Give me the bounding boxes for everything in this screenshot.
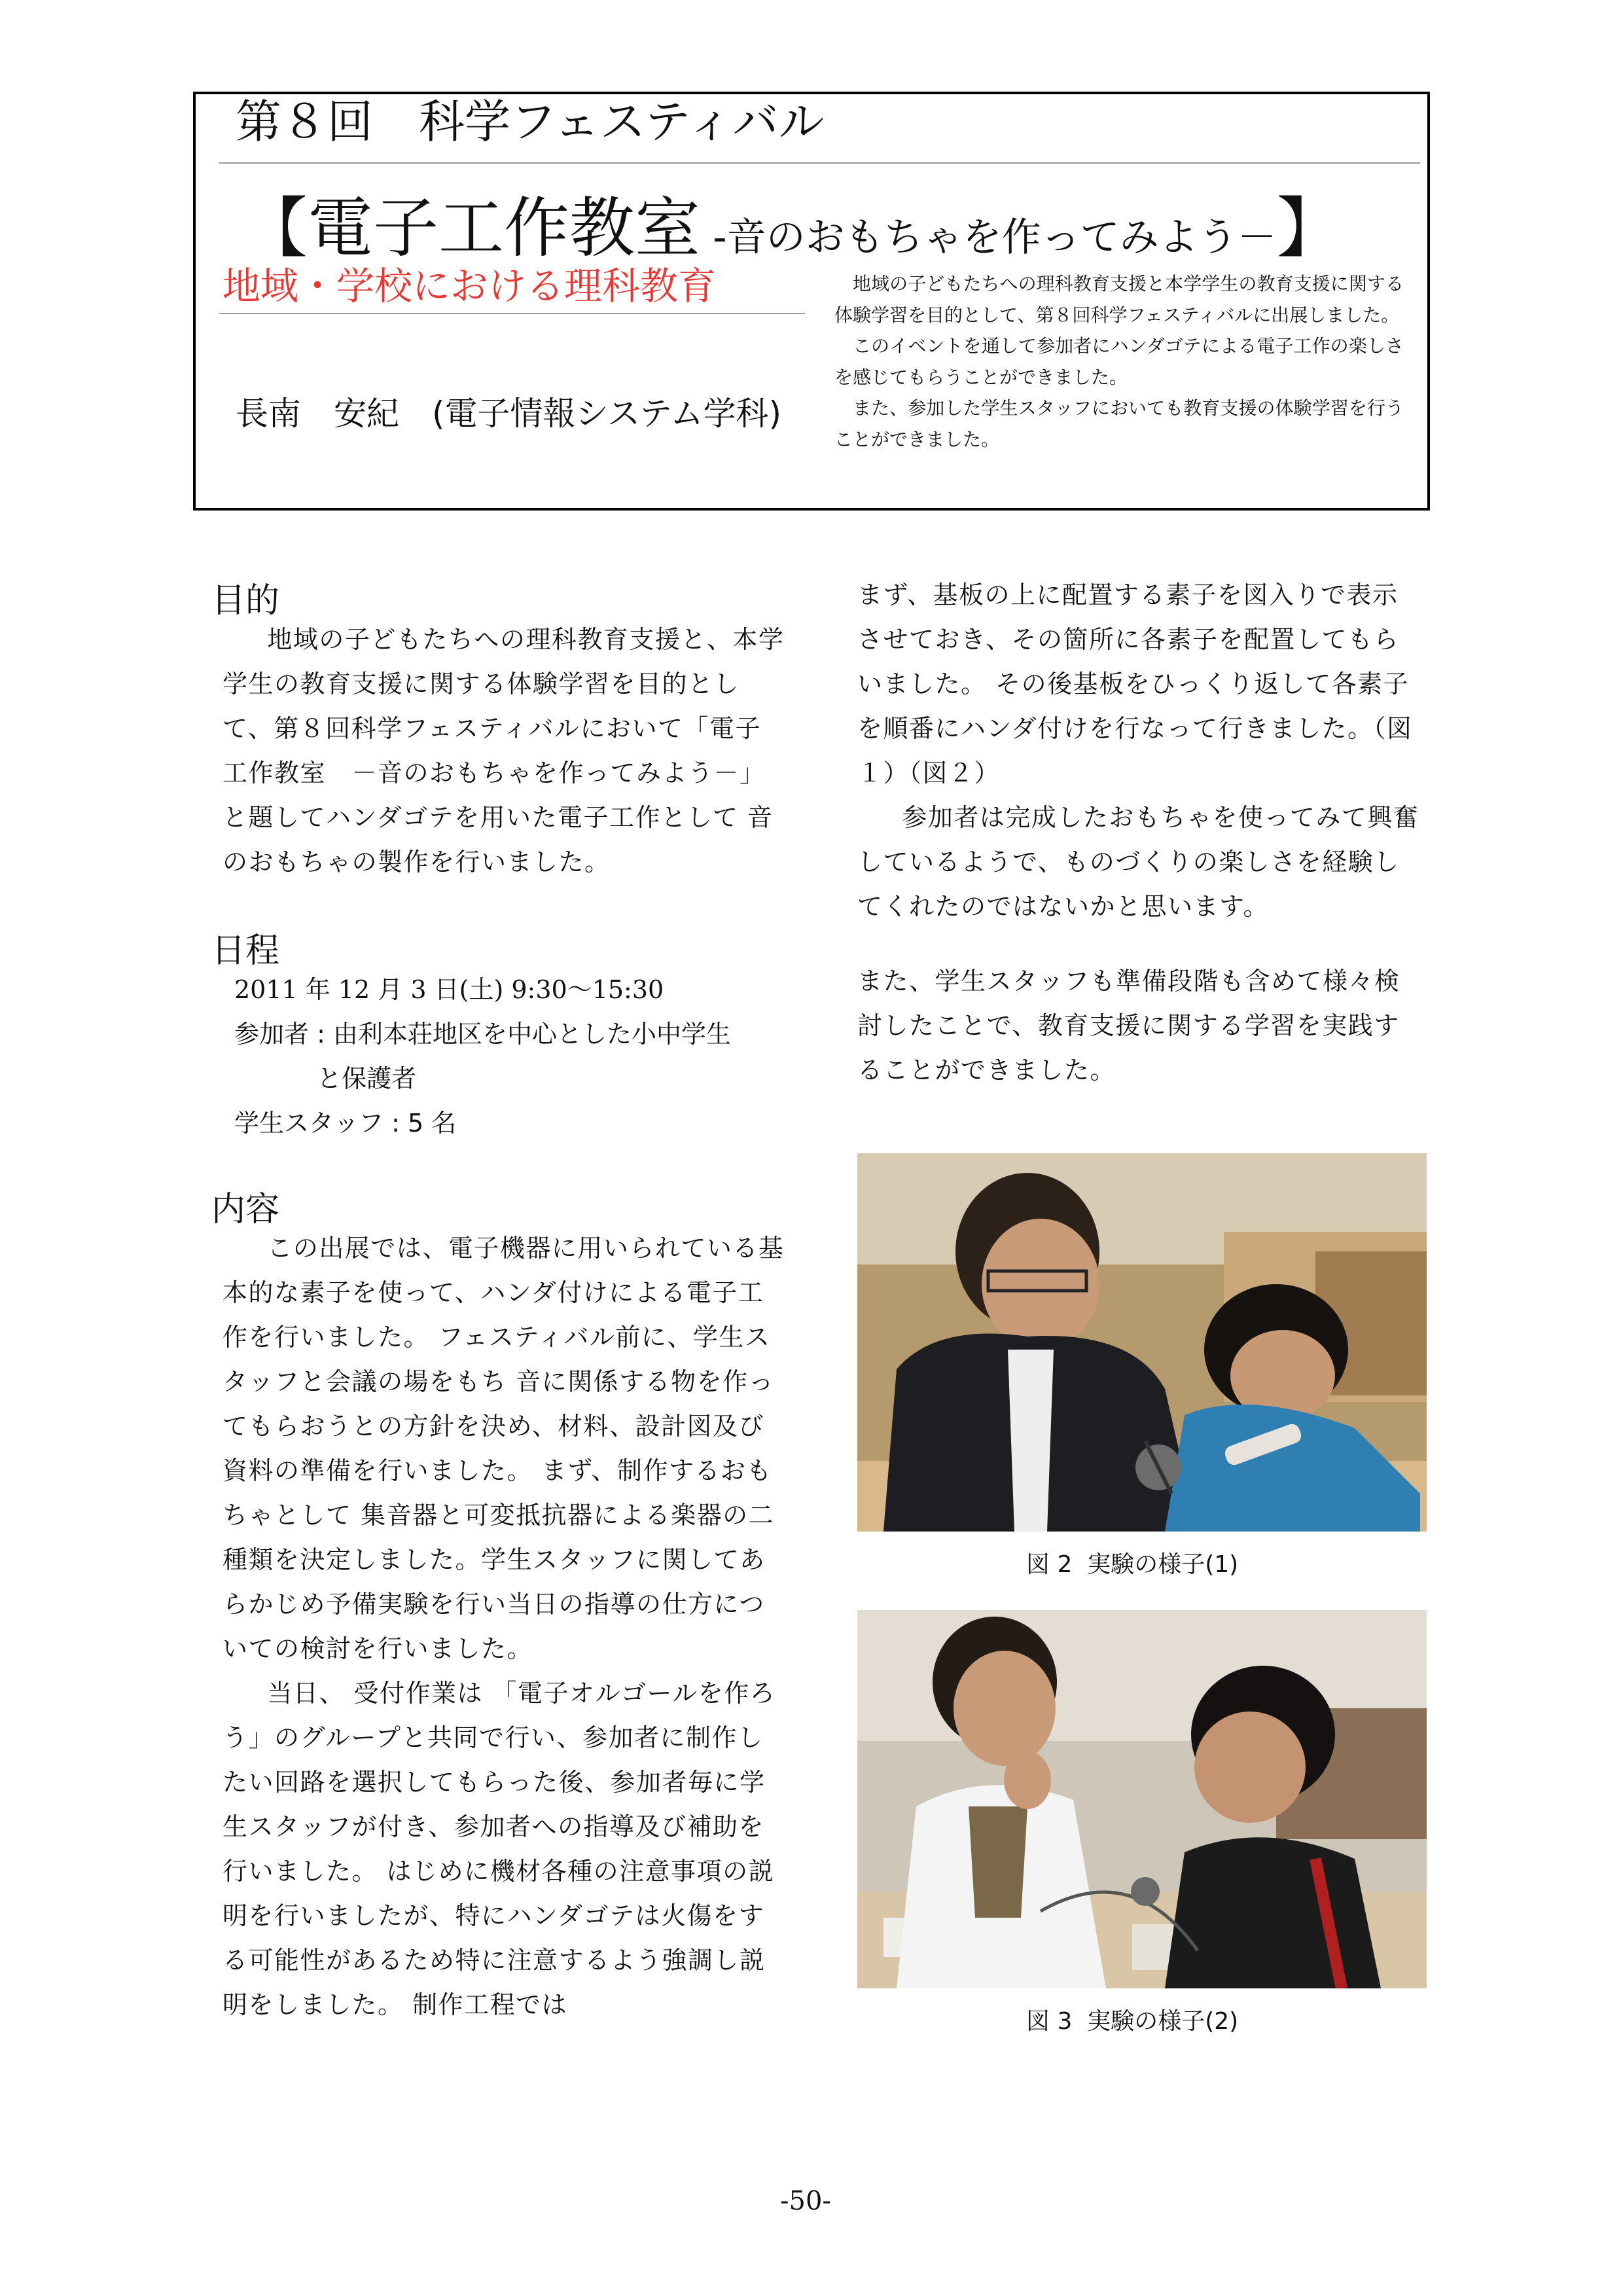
title-subtitle-text: -音のおもちゃを作ってみよう－ <box>700 215 1277 260</box>
content-paragraph: この出展では、電子機器に用いられている基本的な素子を使って、ハンダ付けによる電子工作を行いました。 フェスティバル前に、学生スタッフと会議の場をもち 音に関係する物を作ってもらおうとの方針を決め、材料、設計図及び資料の準備を行いました。 まず、制作するおもちゃとして 集音器と可変抵抗器による楽器の二種類を決定しました。学生スタッフに関してあらかじめ予備実験を行い当日の指導の仕方についての検討を行いました。 <box>223 1234 785 1663</box>
category-divider <box>219 313 805 314</box>
abstract-paragraph: 地域の子どもたちへの理科教育支援と本学学生の教育支援に関する体験学習を目的として、第８回科学フェスティバルに出展しました。 <box>834 273 1404 326</box>
figure-photo-1 <box>857 1153 1427 1532</box>
festival-title: 第８回 科学フェスティバル <box>236 95 825 149</box>
right-paragraph: まず、基板の上に配置する素子を図入りで表示させておき、その箇所に各素子を配置してもらいました。 その後基板をひっくり返して各素子を順番にハンダ付けを行なって行きました。（図１）（図２） <box>857 581 1413 787</box>
heading-schedule: 日程 <box>211 931 280 971</box>
heading-content: 内容 <box>211 1190 280 1229</box>
right-paragraph: 参加者は完成したおもちゃを使ってみて興奮しているようで、ものづくりの楽しさを経験してくれたのではないかと思います。 <box>857 803 1419 921</box>
right-column-body-2 <box>857 959 1420 1092</box>
abstract <box>834 268 1404 455</box>
page-number: -50- <box>780 2186 831 2216</box>
right-paragraph: また、学生スタッフも準備段階も含めて様々検討したことで、教育支援に関する学習を実践することができました。 <box>857 967 1400 1085</box>
figure-caption-1: 図 2 実験の様子(1) <box>1026 1551 1239 1578</box>
content-body <box>223 1226 785 2027</box>
schedule-staff: 学生スタッフ : 5 名 <box>234 1109 457 1138</box>
schedule-participants-cont: と保護者 <box>234 1064 417 1093</box>
content-paragraph: 当日、 受付作業は 「電子オルゴールを作ろう」のグループと共同で行い、参加者に制作したい回路を選択してもらった後、参加者毎に学生スタッフが付き、参加者への指導及び補助を行いました。 はじめに機材各種の注意事項の説明を行いましたが、特にハンダゴテは火傷をする可能性があるため特に注意するよう強調し説明をしました。 制作工程では <box>223 1679 776 2019</box>
abstract-paragraph: また、参加した学生スタッフにおいても教育支援の体験学習を行うことができました。 <box>834 397 1404 450</box>
schedule-date: 2011 年 12 月 3 日(土) 9:30～15:30 <box>234 975 664 1004</box>
photo-2-image <box>857 1610 1427 1988</box>
heading-purpose: 目的 <box>211 581 280 620</box>
purpose-paragraph: 地域の子どもたちへの理科教育支援と、本学学生の教育支援に関する体験学習を目的として、第８回科学フェスティバルにおいて「電子工作教室 －音のおもちゃを作ってみよう－」と題してハンダゴテを用いた電子工作として 音のおもちゃの製作を行いました。 <box>223 625 785 876</box>
right-column-body <box>857 573 1420 929</box>
figure-caption-2: 図 3 実験の様子(2) <box>1026 2008 1239 2035</box>
category-label: 地域・学校における理科教育 <box>223 264 717 308</box>
schedule-body <box>234 967 797 1145</box>
title-open-bracket: 【 <box>242 190 308 266</box>
schedule-participants: 参加者 : 由利本荘地区を中心とした小中学生 <box>234 1020 731 1049</box>
figure-photo-2 <box>857 1610 1427 1988</box>
abstract-paragraph: このイベントを通して参加者にハンダゴテによる電子工作の楽しさを感じてもらうことができました。 <box>834 335 1404 388</box>
header-divider <box>219 162 1420 164</box>
title-main-text: 電子工作教室 <box>308 190 700 266</box>
author-line: 長南 安紀 (電子情報システム学科) <box>236 395 782 433</box>
photo-1-image <box>857 1153 1427 1532</box>
purpose-body <box>223 617 785 884</box>
title-close-bracket: 】 <box>1276 190 1342 266</box>
